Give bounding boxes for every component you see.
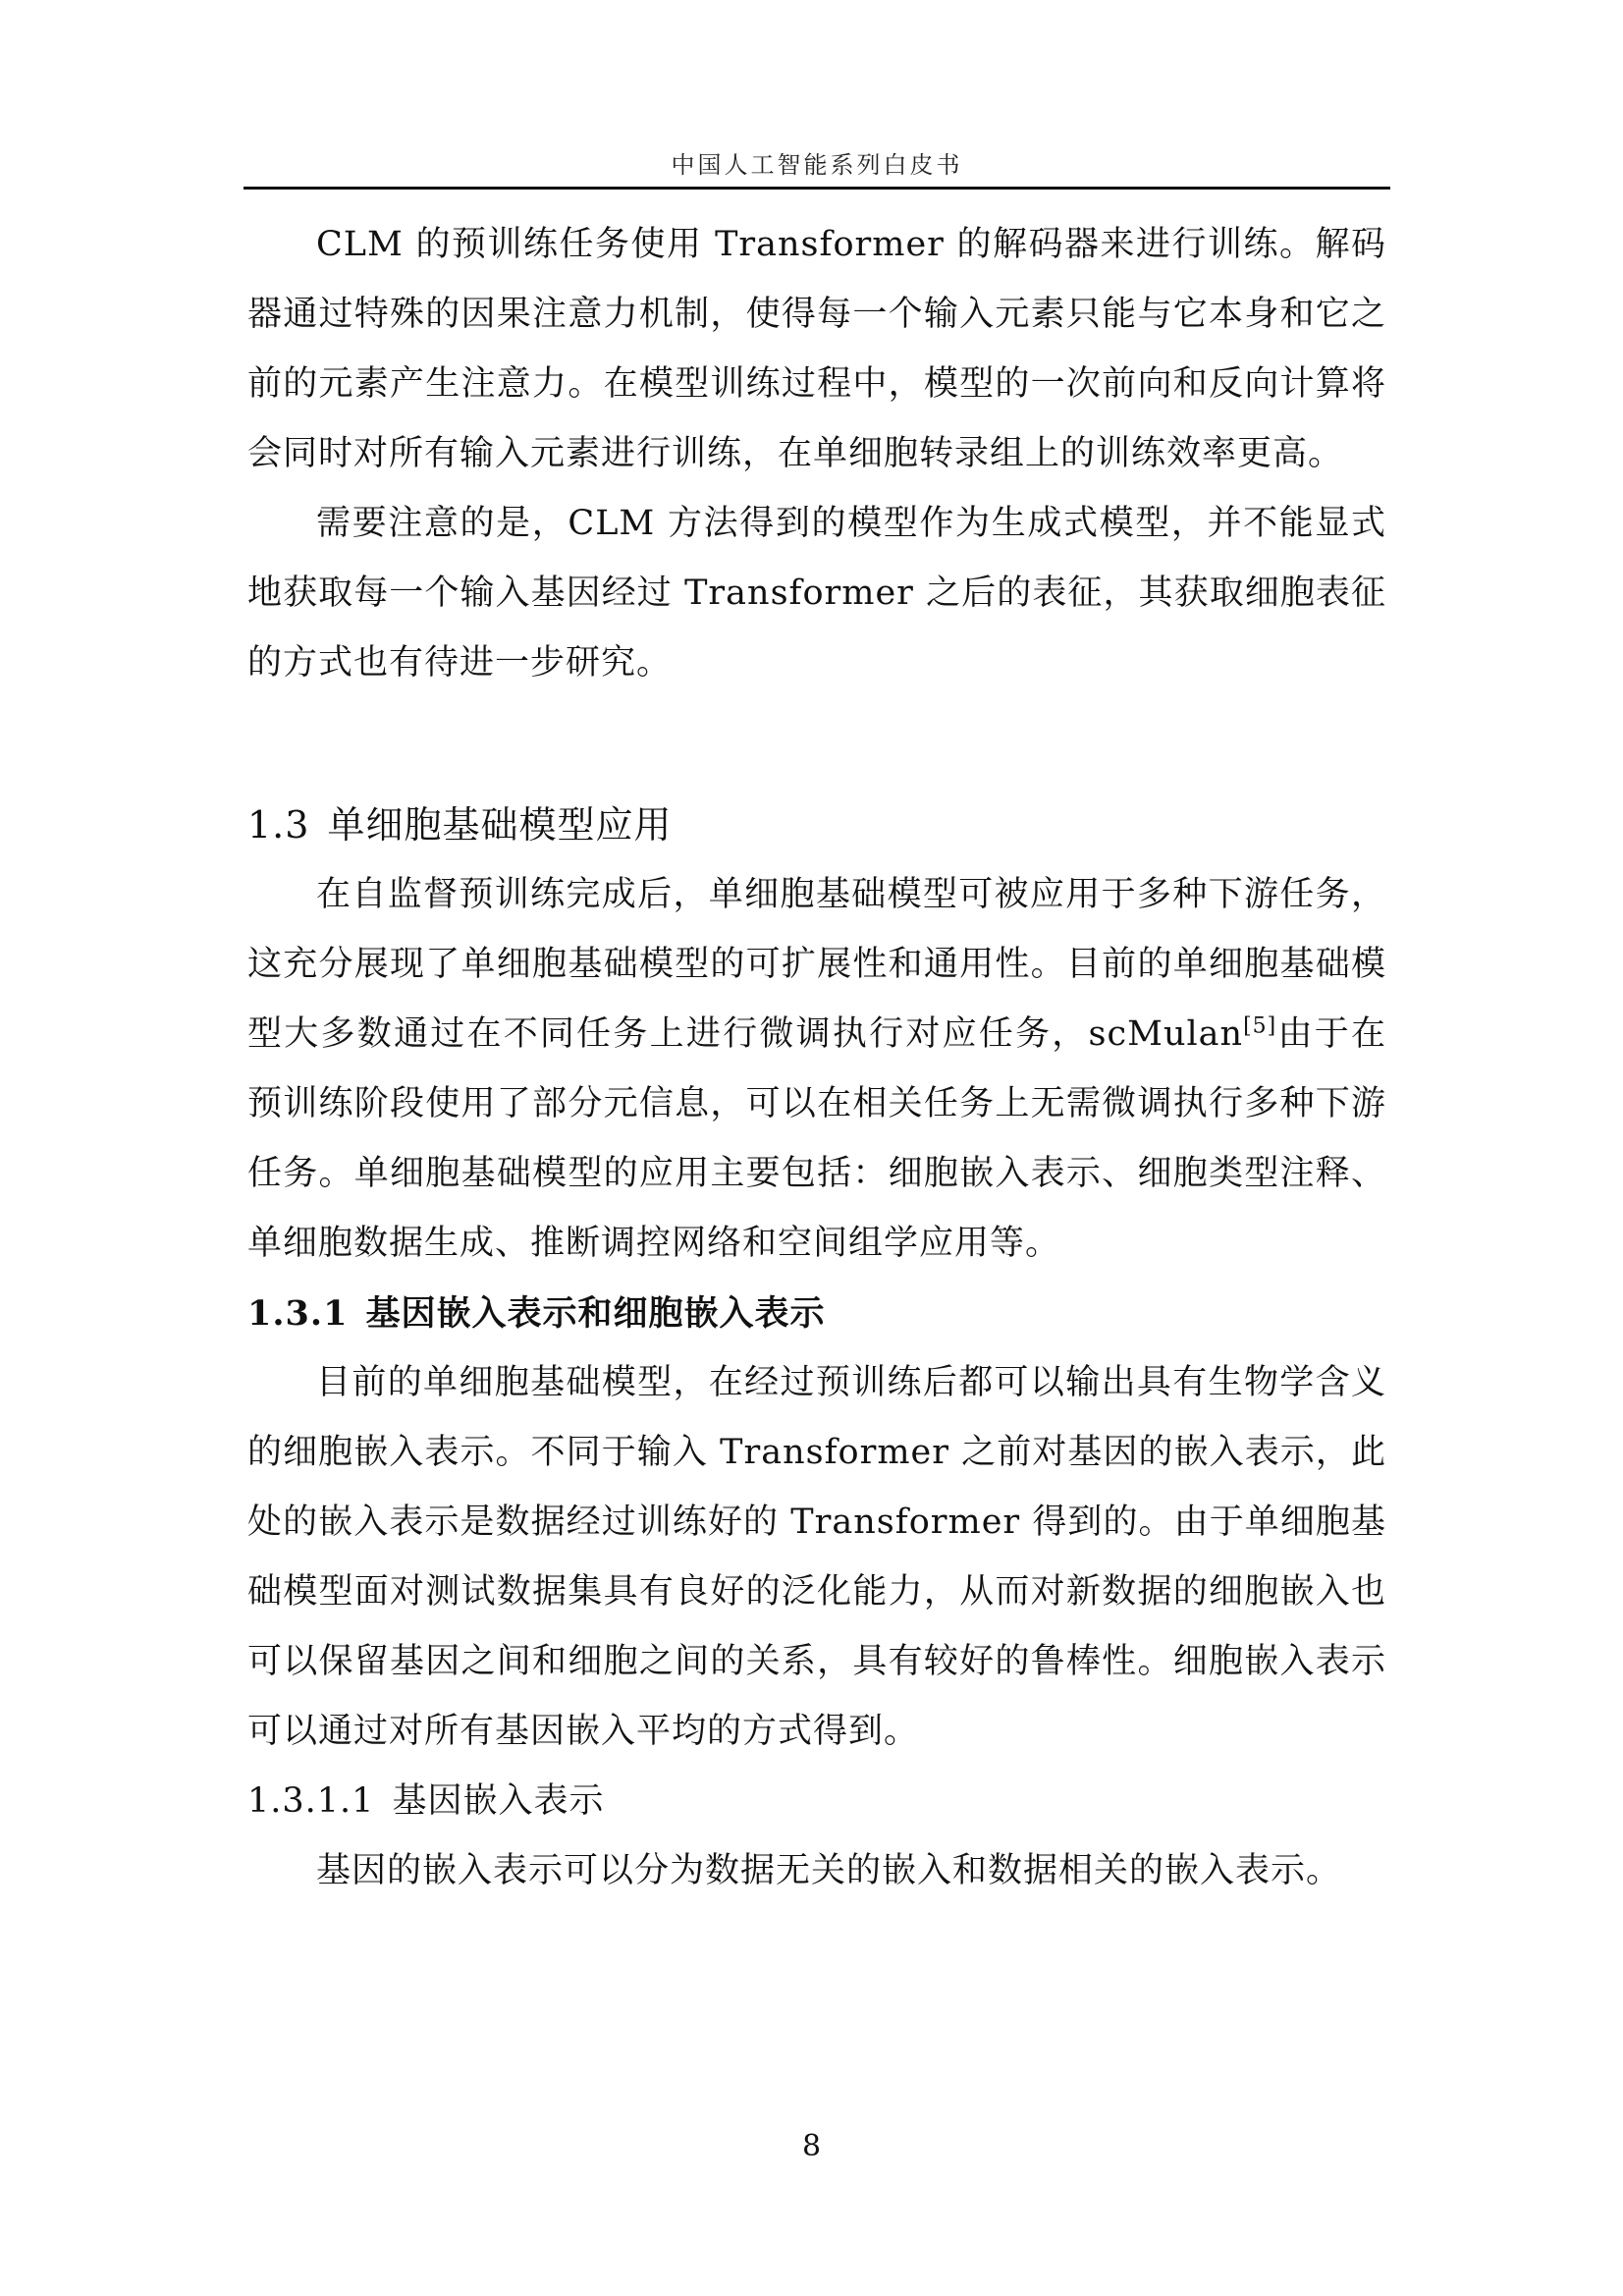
- section-title: 基因嵌入表示: [392, 1781, 605, 1821]
- section-number: 1.3: [247, 803, 310, 847]
- header-divider: [243, 187, 1390, 190]
- citation-link[interactable]: [5]: [1243, 1013, 1277, 1039]
- paragraph-clm-note: 需要注意的是，CLM 方法得到的模型作为生成式模型，并不能显式地获取每一个输入基因经过 Transformer 之后的表征，其获取细胞表征的方式也有待进一步研究。: [247, 504, 1386, 683]
- paragraph-text-part2: 由于在预训练阶段使用了部分元信息，可以在相关任务上无需微调执行多种下游任务。单细胞基础模型的应用主要包括：细胞嵌入表示、细胞类型注释、单细胞数据生成、推断调控网络和空间组学应用等。: [247, 1014, 1386, 1263]
- section-number: 1.3.1: [247, 1293, 349, 1334]
- paragraph-text-part1: 在自监督预训练完成后，单细胞基础模型可被应用于多种下游任务，这充分展现了单细胞基础模型的可扩展性和通用性。目前的单细胞基础模型大多数通过在不同任务上进行微调执行对应任务，scMulan: [247, 875, 1386, 1054]
- running-header: 中国人工智能系列白皮书: [671, 151, 963, 179]
- section-heading-1-3: [247, 791, 1386, 860]
- paragraph-gene-embedding: 基因的嵌入表示可以分为数据无关的嵌入和数据相关的嵌入表示。: [316, 1851, 1342, 1890]
- section-heading-1-3-1: [247, 1279, 1386, 1348]
- page-body: [247, 210, 1386, 1906]
- paragraph-cell-embedding: 目前的单细胞基础模型，在经过预训练后都可以输出具有生物学含义的细胞嵌入表示。不同于输入 Transformer 之前对基因的嵌入表示，此处的嵌入表示是数据经过训练好的 Transformer 得到的。由于单细胞基础模型面对测试数据集具有良好的泛化能力，从而对新数据的细胞嵌入也可以保留基因之间和细胞之间的关系，具有较好的鲁棒性。细胞嵌入表示可以通过对所有基因嵌入平均的方式得到。: [247, 1363, 1386, 1751]
- section-heading-1-3-1-1: [247, 1767, 1386, 1836]
- section-title: 单细胞基础模型应用: [327, 803, 673, 847]
- section-title: 基因嵌入表示和细胞嵌入表示: [365, 1293, 826, 1334]
- page-number: 8: [801, 2129, 822, 2163]
- paragraph-applications: [247, 860, 1386, 1279]
- paragraph-clm-training: CLM 的预训练任务使用 Transformer 的解码器来进行训练。解码器通过特殊的因果注意力机制，使得每一个输入元素只能与它本身和它之前的元素产生注意力。在模型训练过程中，模型的一次前向和反向计算将会同时对所有输入元素进行训练，在单细胞转录组上的训练效率更高。: [247, 225, 1386, 473]
- section-number: 1.3.1.1: [247, 1781, 375, 1821]
